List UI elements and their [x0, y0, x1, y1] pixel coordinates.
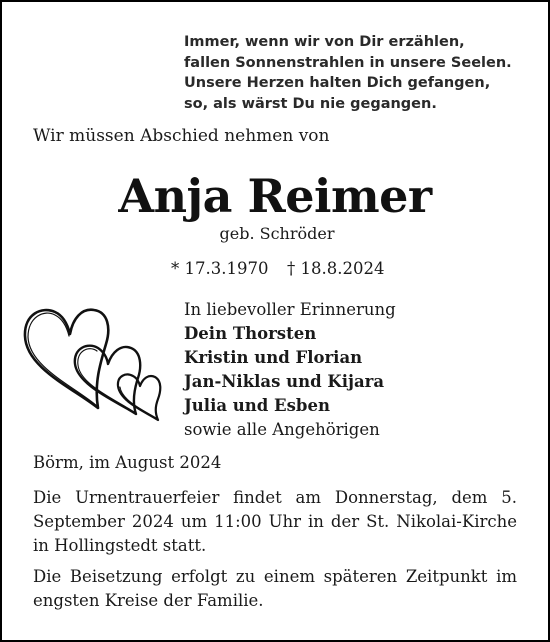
place-and-date: Börm, im August 2024	[33, 453, 222, 472]
ceremony-paragraph: Die Urnentrauerfeier findet am Donnerstag, dem 5. September 2024 um 11:00 Uhr in der St. Nikolai-Kirche in Hollingstedt statt.	[33, 488, 517, 555]
mourners-intro: In liebevoller Erinnerung	[184, 300, 396, 319]
birth-date: * 17.3.1970	[171, 259, 269, 278]
death-date: † 18.8.2024	[287, 259, 385, 278]
mourner-name: Dein Thorsten	[184, 324, 317, 343]
mourners-list	[184, 298, 396, 442]
deceased-name: Anja Reimer	[118, 169, 432, 223]
mourner-name: Kristin und Florian	[184, 348, 363, 367]
burial-paragraph: Die Beisetzung erfolgt zu einem späteren Zeitpunkt im engsten Kreise der Familie.	[33, 567, 517, 610]
poem-line: Immer, wenn wir von Dir erzählen,	[184, 34, 465, 50]
mourner-name: Jan-Niklas und Kijara	[184, 372, 385, 391]
birth-name: geb. Schröder	[219, 224, 335, 243]
farewell-intro: Wir müssen Abschied nehmen von	[33, 126, 330, 146]
poem-line: Unsere Herzen halten Dich gefangen,	[184, 75, 491, 91]
memorial-poem	[184, 32, 524, 114]
poem-line: fallen Sonnenstrahlen in unsere Seelen.	[184, 54, 512, 71]
mourners-closing: sowie alle Angehörigen	[184, 420, 380, 439]
poem-line: so, als wärst Du nie gegangen.	[184, 95, 437, 112]
mourner-name: Julia und Esben	[184, 396, 330, 415]
three-hearts-icon	[18, 298, 168, 422]
